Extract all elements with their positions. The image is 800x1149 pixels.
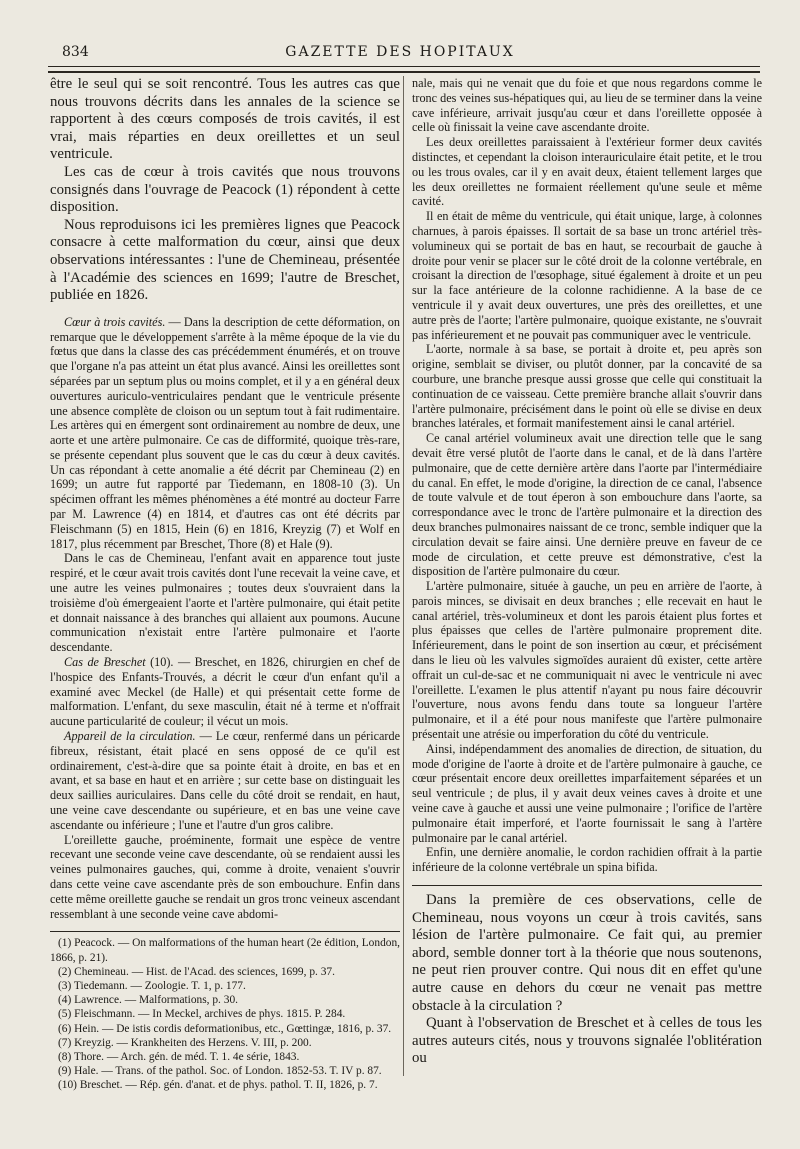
- page-number: 834: [62, 44, 89, 60]
- section-rule: [412, 885, 762, 886]
- footnote-rule: [50, 931, 400, 932]
- footnote: (4) Lawrence. — Malformations, p. 30.: [58, 994, 238, 1007]
- footnote: (5) Fleischmann. — In Meckel, archives de phys. 1815. P. 284.: [58, 1008, 346, 1021]
- header-rule-thin: [48, 66, 760, 67]
- page-header: [40, 40, 760, 66]
- left-column: [50, 76, 400, 1093]
- footnote: (10) Breschet. — Rép. gén. d'anat. et de phys. pathol. T. II, 1826, p. 7.: [58, 1079, 378, 1092]
- column-divider: [403, 76, 404, 1076]
- footnotes: [50, 936, 400, 1092]
- body-paragraph: L'artère pulmonaire, située à gauche, un peu en arrière de l'aorte, à parois minces, se divisait en deux branches ; elle recevait en haut le canal artériel, très-volumineux et dont les parois étaient plus fortes et plus épaisses que celles de l'artère pulmonaire proprement dite. Inférieurement, dans le point de son insertion au cœur, et précisément dans le lieu où les valvules sigmoïdes auraient dû exister, cette artère offrait un cul-de-sac et ne communiquait ni avec le ventricule ni avec l'oreillette. L'examen le plus attentif n'ayant pu nous faire découvrir l'ouverture, nous avons fendu dans toute sa longueur l'artère pulmonaire, et il a été pour nous manifeste que l'artère pulmonaire présentait une atrésie ou imperforation du côté du ventricule.: [412, 579, 762, 742]
- body-paragraph: L'aorte, normale à sa base, se portait à droite et, peu après son origine, semblait se diviser, ou plutôt donner, par la concavité de sa courbure, une branche presque aussi grosse que celle qui constituait la continuation de ce vaisseau. Cette première branche allait s'ouvrir dans l'artère pulmonaire, précisément dans le point où elle se divise en deux branches latérales, et formait manifestement ainsi le canal artériel.: [412, 342, 762, 431]
- footnote: (6) Hein. — De istis cordis deformationibus, etc., Gœttingæ, 1816, p. 37.: [58, 1022, 392, 1035]
- section-label: Appareil de la circulation.: [64, 729, 196, 744]
- body-paragraph: Enfin, une dernière anomalie, le cordon rachidien offrait à la partie inférieure de la colonne vertébrale un spina bifida.: [412, 845, 762, 875]
- body-paragraph: Il en était de même du ventricule, qui était unique, large, à colonnes charnues, à parois épaisses. Il sortait de sa base un tronc artériel très-volumineux qui se portait de bas en haut, se recourbait de gauche à droite pour venir se placer sur le côté droit de la colonne vertébrale, en croisant la direction de l'œsophage, situé également à droite et un peu sur la face antérieure de la colonne rachidienne. A la base de ce ventricule il y avait deux ouvertures, une près des oreillettes, et une autre près de l'aorte; l'artère pulmonaire, quoique existante, ne s'ouvrait pas inférieurement et ne pouvait pas communiquer avec le ventricule.: [412, 209, 762, 342]
- footnote: (9) Hale. — Trans. of the pathol. Soc. of London. 1852-53. T. IV p. 87.: [58, 1065, 382, 1078]
- header-rule-thick: [48, 71, 760, 73]
- running-title: GAZETTE DES HOPITAUX: [285, 44, 515, 60]
- footnote: (2) Chemineau. — Hist. de l'Acad. des sciences, 1699, p. 37.: [58, 965, 335, 978]
- intro-paragraph: être le seul qui se soit rencontré. Tous les autres cas que nous trouvons décrits dans les annales de la science se rapportent à des cœurs composés de trois cavités, il est vrai, mais réparties en deux oreillettes et un seul ventricule.: [50, 76, 400, 163]
- intro-paragraph: Nous reproduisons ici les premières lignes que Peacock consacre à cette malformation du cœur, ainsi que deux observations intéressantes : l'une de Chemineau, présentée à l'Académie des sciences en 1699; l'autre de Breschet, publiée en 1826.: [50, 216, 400, 304]
- body-paragraph: Quant à l'observation de Breschet et à celles de tous les autres auteurs cités, nous y trouvons signalée l'oblitération ou: [412, 1015, 762, 1067]
- body-paragraph: nale, mais qui ne venait que du foie et que nous regardons comme le tronc des veines sus-hépatiques qui, au lieu de se terminer dans la veine cave inférieure, arrivait jusqu'au cœur et dans l'oreillette opposée à celle où finissait la veine cave ascendante droite.: [412, 76, 762, 135]
- body-paragraph: L'oreillette gauche, proéminente, formait une espèce de ventre recevant une seconde veine cave descendante, où se rendaient aussi les veines pulmonaires gauches, qui, comme à droite, venaient s'ouvrir dans cette veine cave ascendante près de son embouchure. Enfin dans cette même oreillette gauche se rendait un gros tronc veineux ascendant ressemblant à une seconde veine cave abdomi-: [50, 832, 400, 921]
- large-text-section: [412, 892, 762, 1068]
- body-paragraph: Cœur à trois cavités. — Dans la description de cette déformation, on remarque que le développement s'arrête à la même époque de la vie du fœtus que dans la classe des cas précédemment énumérés, et on trouve que l'organe n'a pas atteint un état plus avancé. Ainsi les oreillettes sont séparées par un septum plus ou moins complet, et il y a en général deux ouvertures auriculo-ventriculaires pendant que le ventricule présente une absence complète de cloison ou un septum tout à fait rudimentaire. Les artères qui en émergent sont ordinairement au nombre de deux, une aorte et une artère pulmonaire. Ce cas de difformité, quoique très-rare, se présente cependant plus souvent que le cas du cœur à deux cavités. Un cas répondant à cette anomalie a été décrit par Chemineau (2) en 1699; un autre fut rapporté par Tiedemann, en 1808-10 (3). Un spécimen offrant les mêmes phénomènes a été montré au docteur Farre par M. Lawrence (4) en 1814, et d'autres cas ont été décrits par Fleischmann (5) en 1815, Hein (6) en 1816, Kreyzig (7) et Wolf en 1817, plus récemment par Breschet, Thore (8) et Hale (9).: [50, 314, 400, 551]
- footnote: (1) Peacock. — On malformations of the human heart (2e édition, London, 1866, p. 21).: [50, 937, 400, 964]
- body-paragraph: Ainsi, indépendamment des anomalies de direction, de situation, du mode d'origine de l'aorte à droite et de l'artère pulmonaire à gauche, ce cœur présentait encore deux oreillettes imparfaitement séparées et un seul ventricule ; de plus, il y avait deux veines caves à droite et une veine cave à gauche et aussi une veine pulmonaire ; l'orifice de l'artère pulmonaire était imperforé, et l'aorte fournissait le sang à l'artère pulmonaire par le canal artériel.: [412, 741, 762, 845]
- body-paragraph: Dans le cas de Chemineau, l'enfant avait en apparence tout juste respiré, et le cœur avait trois cavités dont l'une recevait la veine cave, et une autre les veines pulmonaires ; toutes deux s'ouvraient dans la troisième d'où émergeaient l'aorte et l'artère pulmonaire, qui était petite et donnait naissance à des branches qui allaient aux poumons. Aucune communication n'existait entre l'artère pulmonaire et l'aorte descendante.: [50, 551, 400, 655]
- footnote: (7) Kreyzig. — Krankheiten des Herzens. V. III, p. 200.: [58, 1036, 312, 1049]
- body-paragraph: Dans la première de ces observations, celle de Chemineau, nous voyons un cœur à trois cavités, sans lésion de l'artère pulmonaire. Ce fait qui, au premier abord, semble donner tort à la théorie que nous soutenons, ne peut rien prouver contre. Qui nous dit en effet qu'une autre cause en dehors du cœur ne venait pas mettre obstacle à la circulation ?: [412, 892, 762, 1014]
- body-paragraph: Cas de Breschet (10). — Breschet, en 1826, chirurgien en chef de l'hospice des Enfants-Trouvés, a décrit le cœur d'un enfant qu'il a examiné avec Meckel (de Halle) et qui présentait cette forme de malformation. L'enfant, du sexe masculin, était né à terme et n'offrait aucune particularité de couleur; il vécut un mois.: [50, 655, 401, 729]
- intro-paragraph: Les cas de cœur à trois cavités que nous trouvons consignés dans l'ouvrage de Peacock (1) répondent à cette disposition.: [50, 163, 400, 216]
- body-paragraph: Appareil de la circulation. — Le cœur, renfermé dans un péricarde fibreux, résistant, était placé en sens opposé de ce qu'il est ordinairement, c'est-à-dire que sa pointe était à droite, en bas et en avant, et sa base en haut et en arrière ; sur cette base on distinguait les deux saillies auriculaires. Dans celle du côté droit se rendait, en haut, une veine cave descendante ou supérieure, et en bas une veine cave ascendante ou inférieure ; l'une et l'autre d'un gros calibre.: [50, 729, 400, 832]
- footnote: (8) Thore. — Arch. gén. de méd. T. 1. 4e série, 1843.: [58, 1051, 300, 1064]
- right-column: [412, 76, 762, 1068]
- section-label: Cœur à trois cavités.: [64, 314, 166, 329]
- footnote: (3) Tiedemann. — Zoologie. T. 1, p. 177.: [58, 980, 246, 992]
- body-paragraph: Les deux oreillettes paraissaient à l'extérieur former deux cavités distinctes, et cependant la cloison interauriculaire était petite, et le trou ou les trous ovales, car il y en avait deux, étaient tellement larges que les deux oreillettes ne formaient réellement qu'une seule et même cavité.: [412, 135, 762, 209]
- section-label: Cas de Breschet: [64, 655, 146, 670]
- body-paragraph: Ce canal artériel volumineux avait une direction telle que le sang devait être versé plutôt de l'aorte dans le canal, et de là dans l'artère pulmonaire, que de cette dernière artère dans l'aorte par l'intermédiaire du canal. En effet, le mode d'origine, la direction de ce canal, l'absence de toute valvule et de tout éperon à son embouchure dans l'aorte, sa correspondance avec le tronc de l'artère pulmonaire et la direction des deux branches pulmonaires naissant de ce tronc, semble indiquer que la circulation devait se faire ainsi. Une dernière preuve en faveur de ce mode de circulation, et cette preuve est démonstrative, c'est la disposition de l'artère pulmonaire du cœur.: [412, 431, 762, 579]
